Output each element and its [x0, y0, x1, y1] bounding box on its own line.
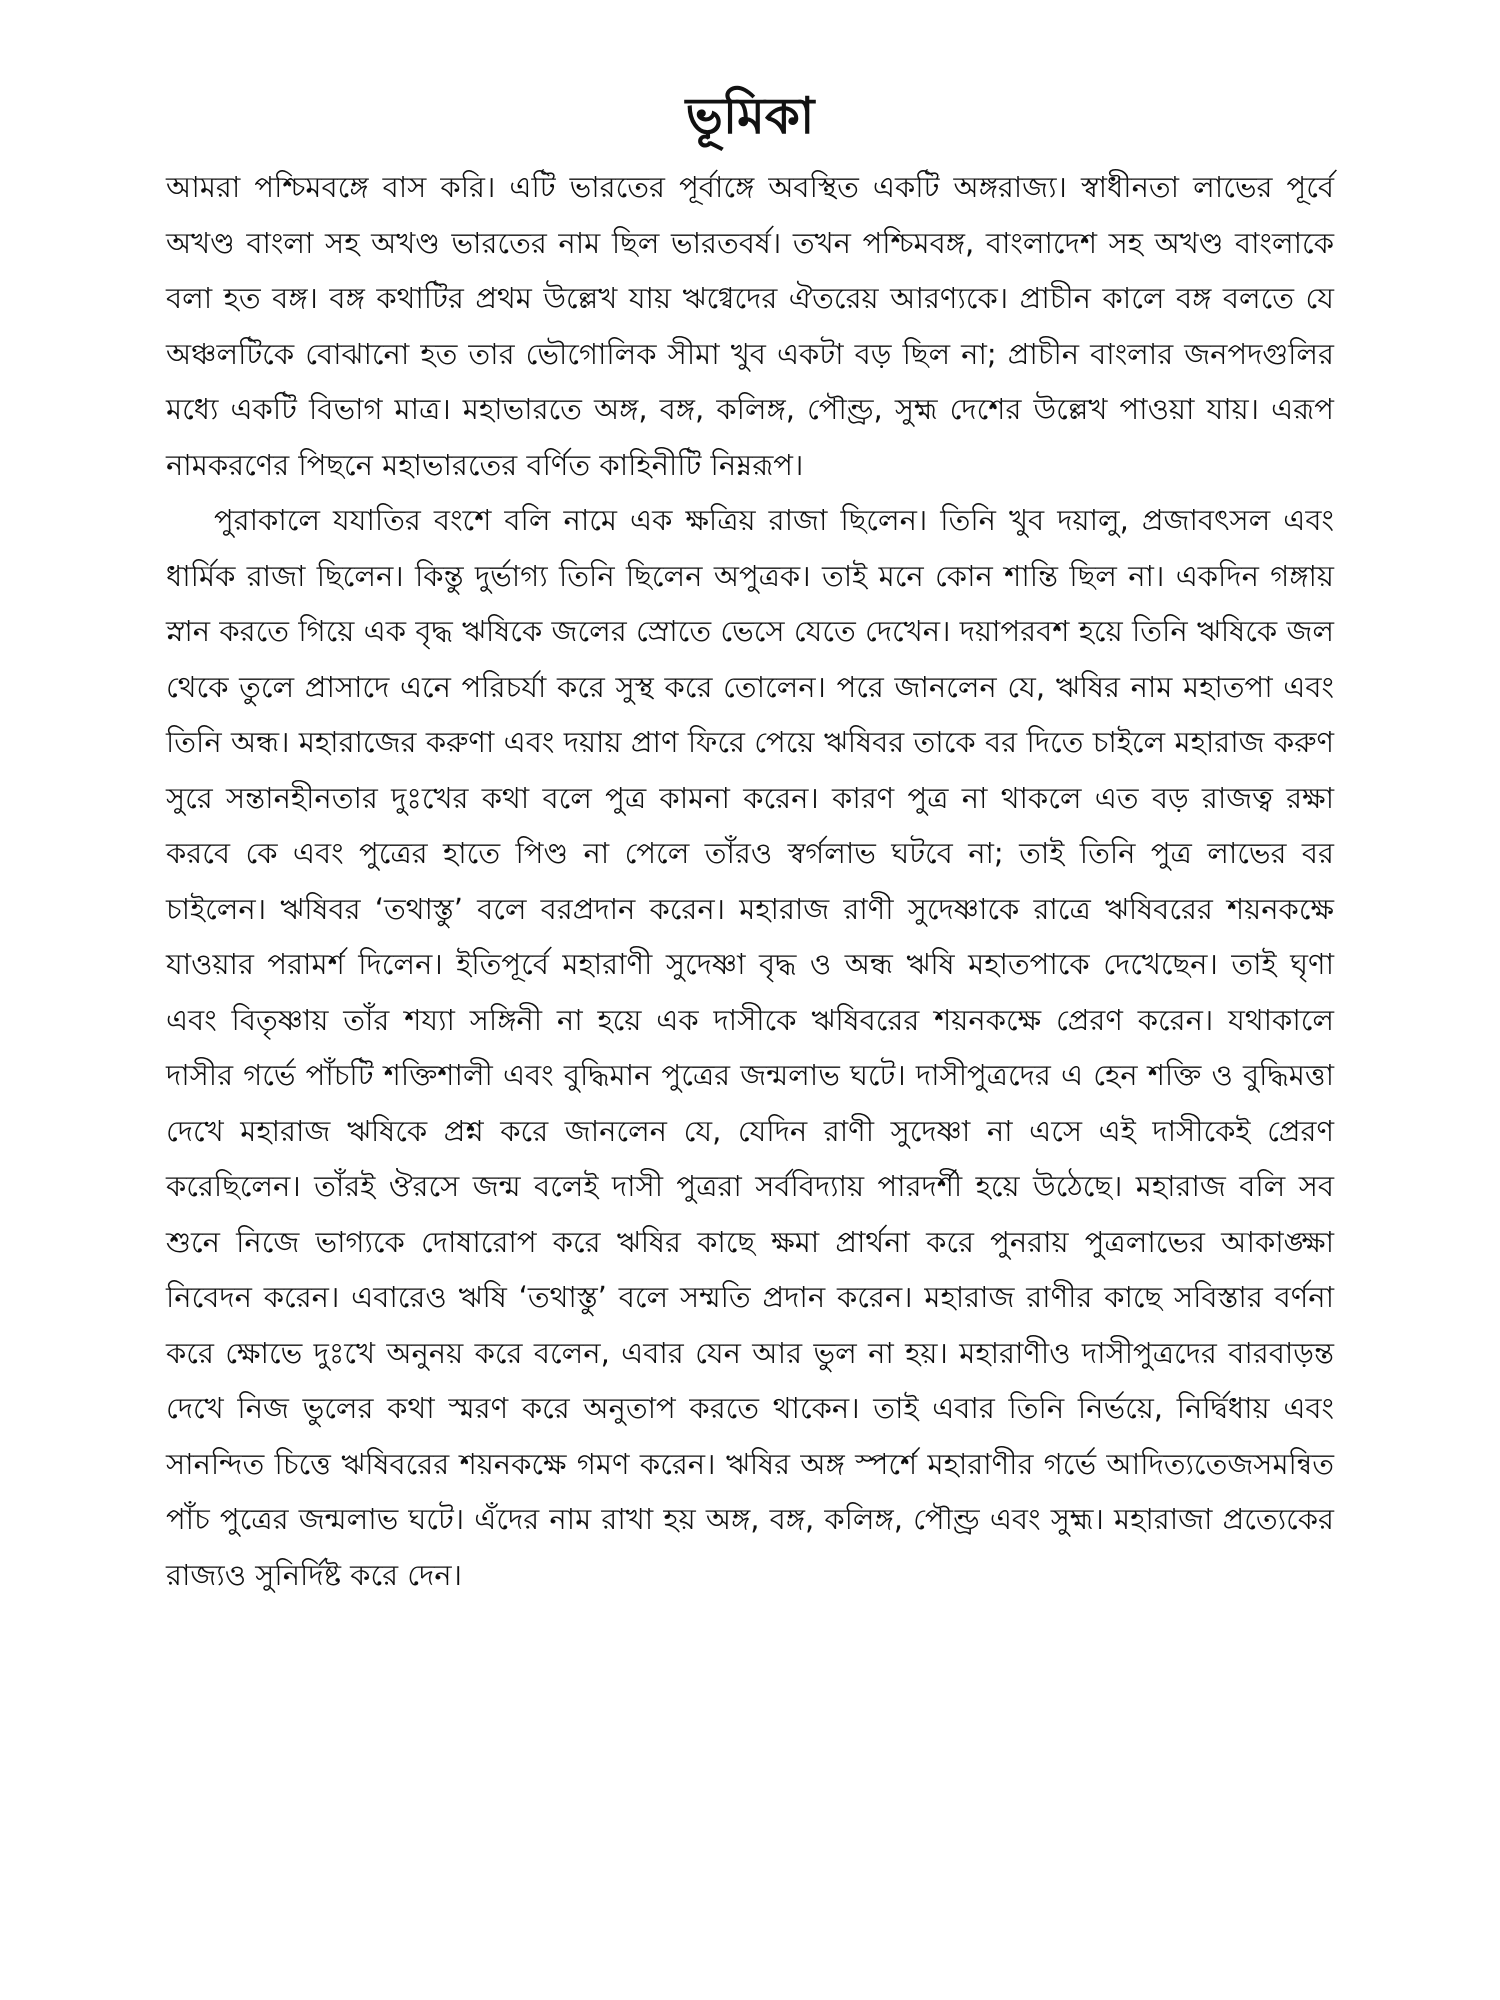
document-page: [166, 86, 1334, 1603]
page-title: ভূমিকা: [685, 87, 815, 145]
story-paragraph: পুরাকালে যযাতির বংশে বলি নামে এক ক্ষত্রিয় রাজা ছিলেন। তিনি খুব দয়ালু, প্রজাবৎসল এবং ধার্মিক রাজা ছিলেন। কিন্তু দুর্ভাগ্য তিনি ছিলেন অপুত্রক। তাই মনে কোন শান্তি ছিল না। একদিন গঙ্গায় স্নান করতে গিয়ে এক বৃদ্ধ ঋষিকে জলের স্রোতে ভেসে যেতে দেখেন। দয়াপরবশ হয়ে তিনি ঋষিকে জল থেকে তুলে প্রাসাদে এনে পরিচর্যা করে সুস্থ করে তোলেন। পরে জানলেন যে, ঋষির নাম মহাতপা এবং তিনি অন্ধ। মহারাজের করুণা এবং দয়ায় প্রাণ ফিরে পেয়ে ঋষিবর তাকে বর দিতে চাইলে মহারাজ করুণ সুরে সন্তানহীনতার দুঃখের কথা বলে পুত্র কামনা করেন। কারণ পুত্র না থাকলে এত বড় রাজত্ব রক্ষা করবে কে এবং পুত্রের হাতে পিণ্ড না পেলে তাঁরও স্বর্গলাভ ঘটবে না; তাই তিনি পুত্র লাভের বর চাইলেন। ঋষিবর ‘তথাস্তু’ বলে বরপ্রদান করেন। মহারাজ রাণী সুদেষ্ণাকে রাত্রে ঋষিবরের শয়নকক্ষে যাওয়ার পরামর্শ দিলেন। ইতিপূর্বে মহারাণী সুদেষ্ণা বৃদ্ধ ও অন্ধ ঋষি মহাতপাকে দেখেছেন। তাই ঘৃণা এবং বিতৃষ্ণায় তাঁর শয্যা সঙ্গিনী না হয়ে এক দাসীকে ঋষিবরের শয়নকক্ষে প্রেরণ করেন। যথাকালে দাসীর গর্ভে পাঁচটি শক্তিশালী এবং বুদ্ধিমান পুত্রের জন্মলাভ ঘটে। দাসীপুত্রদের এ হেন শক্তি ও বুদ্ধিমত্তা দেখে মহারাজ ঋষিকে প্রশ্ন করে জানলেন যে, যেদিন রাণী সুদেষ্ণা না এসে এই দাসীকেই প্রেরণ করেছিলেন। তাঁরই ঔরসে জন্ম বলেই দাসী পুত্ররা সর্ববিদ্যায় পারদর্শী হয়ে উঠেছে। মহারাজ বলি সব শুনে নিজে ভাগ্যকে দোষারোপ করে ঋষির কাছে ক্ষমা প্রার্থনা করে পুনরায় পুত্রলাভের আকাঙ্ক্ষা নিবেদন করেন। এবারেও ঋষি ‘তথাস্তু’ বলে সম্মতি প্রদান করেন। মহারাজ রাণীর কাছে সবিস্তার বর্ণনা করে ক্ষোভে দুঃখে অনুনয় করে বলেন, এবার যেন আর ভুল না হয়। মহারাণীও দাসীপুত্রদের বারবাড়ন্ত দেখে নিজ ভুলের কথা স্মরণ করে অনুতাপ করতে থাকেন। তাই এবার তিনি নির্ভয়ে, নির্দ্বিধায় এবং সানন্দিত চিত্তে ঋষিবরের শয়নকক্ষে গমণ করেন। ঋষির অঙ্গ স্পর্শে মহারাণীর গর্ভে আদিত্যতেজসমন্বিত পাঁচ পুত্রের জন্মলাভ ঘটে। এঁদের নাম রাখা হয় অঙ্গ, বঙ্গ, কলিঙ্গ, পৌণ্ড্র এবং সুহ্ম। মহারাজা প্রত্যেকের রাজ্যও সুনির্দিষ্ট করে দেন।: [166, 503, 1334, 1592]
intro-paragraph: আমরা পশ্চিমবঙ্গে বাস করি। এটি ভারতের পূর্বাঙ্গে অবস্থিত একটি অঙ্গরাজ্য। স্বাধীনতা লাভের পূর্বে অখণ্ড বাংলা সহ অখণ্ড ভারতের নাম ছিল ভারতবর্ষ। তখন পশ্চিমবঙ্গ, বাংলাদেশ সহ অখণ্ড বাংলাকে বলা হত বঙ্গ। বঙ্গ কথাটির প্রথম উল্লেখ যায় ঋগ্বেদের ঐতরেয় আরণ্যকে। প্রাচীন কালে বঙ্গ বলতে যে অঞ্চলটিকে বোঝানো হত তার ভৌগোলিক সীমা খুব একটা বড় ছিল না; প্রাচীন বাংলার জনপদগুলির মধ্যে একটি বিভাগ মাত্র। মহাভারতে অঙ্গ, বঙ্গ, কলিঙ্গ, পৌণ্ড্র, সুহ্ম দেশের উল্লেখ পাওয়া যায়। এরূপ নামকরণের পিছনে মহাভারতের বর্ণিত কাহিনীটি নিম্নরূপ।: [166, 170, 1334, 482]
